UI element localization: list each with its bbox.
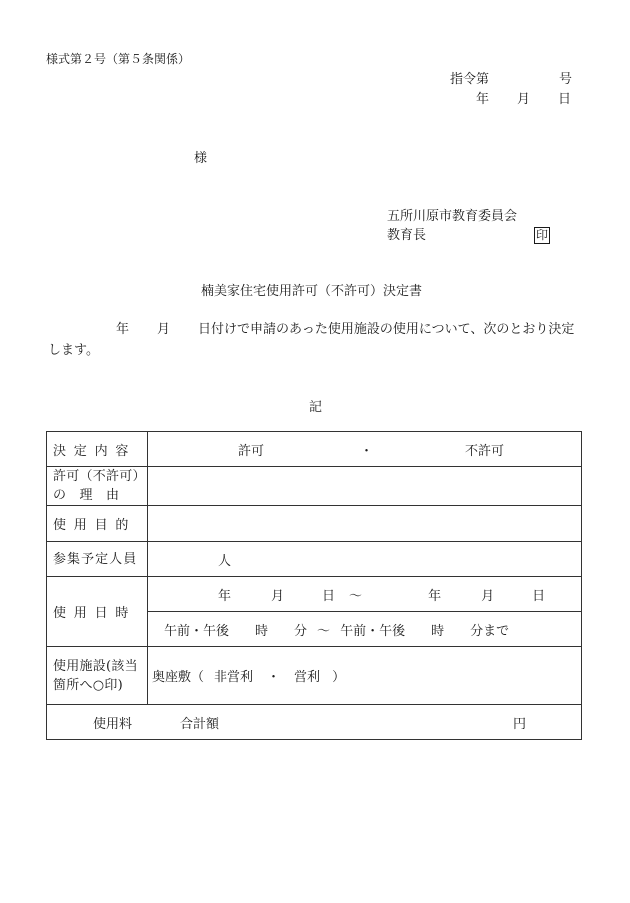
row-facility — [47, 647, 582, 705]
label-decision: 決定内容 — [47, 432, 148, 467]
cell-facility — [148, 647, 582, 705]
addressee-honorific: 様 — [194, 151, 208, 166]
seal-mark: 印 — [536, 228, 549, 242]
end-month: 月 — [481, 588, 495, 604]
cell-fee — [47, 705, 582, 740]
body-year: 年 — [116, 322, 130, 337]
issue-year: 年 — [476, 92, 490, 107]
permit-decision-table — [46, 431, 582, 740]
end-day: 日 — [532, 588, 546, 604]
form-number: 様式第２号（第５条関係） — [46, 52, 191, 66]
option-deny: 不許可 — [465, 443, 505, 459]
label-facility-line2: 箇所へ○印) — [53, 677, 123, 693]
row-reason — [47, 467, 582, 506]
issuer-title-line — [387, 224, 550, 244]
label-datetime: 使用日時 — [47, 577, 148, 647]
issue-day: 日 — [558, 92, 572, 107]
facility-profit: 営利 — [294, 670, 321, 685]
option-separator: ・ — [360, 443, 374, 459]
issuer-title: 教育長 — [387, 228, 427, 243]
issuer-organization: 五所川原市教育委員会 — [387, 209, 518, 224]
row-fee — [47, 705, 582, 740]
end-ampm: 午前・午後 — [340, 623, 406, 639]
date-tilde: ～ — [349, 588, 363, 604]
row-attendees — [47, 542, 582, 577]
label-purpose: 使用目的 — [47, 506, 148, 542]
label-attendees: 参集予定人員 — [47, 542, 148, 577]
start-day: 日 — [322, 588, 336, 604]
start-minute: 分 — [294, 623, 308, 639]
facility-separator: ・ — [267, 670, 281, 685]
cell-reason — [148, 467, 582, 506]
time-tilde: ～ — [317, 623, 331, 639]
fee-total-label: 合計額 — [180, 716, 220, 732]
label-facility-line1: 使用施設(該当 — [53, 658, 138, 674]
fee-unit: 円 — [513, 716, 527, 732]
option-permit: 許可 — [238, 443, 265, 459]
fee-label: 使用料 — [93, 716, 133, 732]
cell-purpose — [148, 506, 582, 542]
end-year: 年 — [428, 588, 442, 604]
facility-close: ） — [332, 670, 346, 685]
start-month: 月 — [271, 588, 285, 604]
label-reason-line1: 許可（不許可） — [53, 469, 146, 484]
cell-decision — [148, 432, 582, 467]
body-line-1 — [48, 318, 574, 337]
end-hour: 時 — [431, 623, 445, 639]
row-decision — [47, 432, 582, 467]
row-datetime-date — [47, 577, 582, 612]
label-reason — [47, 467, 148, 506]
facility-name: 奥座敷（ — [152, 670, 205, 685]
issue-date-line — [476, 88, 571, 107]
body-line-2: します。 — [48, 343, 99, 358]
body-text-1: 日付けで申請のあった使用施設の使用について、次のとおり決定 — [198, 322, 575, 337]
label-reason-line2: の 理 由 — [53, 488, 120, 503]
ref-prefix: 指令第 — [450, 72, 490, 87]
end-minute: 分まで — [470, 623, 510, 639]
label-facility — [47, 647, 148, 705]
ref-suffix: 号 — [559, 72, 573, 87]
facility-nonprofit: 非営利 — [214, 670, 254, 685]
body-month: 月 — [157, 322, 171, 337]
start-ampm: 午前・午後 — [164, 623, 230, 639]
issue-month: 月 — [517, 92, 531, 107]
document-title: 楠美家住宅使用許可（不許可）決定書 — [201, 284, 423, 299]
start-hour: 時 — [255, 623, 269, 639]
cell-time-range — [148, 612, 582, 647]
cell-date-range — [148, 577, 582, 612]
attendees-unit: 人 — [218, 553, 232, 569]
ki-heading: 記 — [309, 400, 323, 415]
reference-number-line — [450, 68, 572, 87]
cell-attendees — [148, 542, 582, 577]
start-year: 年 — [218, 588, 232, 604]
row-purpose — [47, 506, 582, 542]
